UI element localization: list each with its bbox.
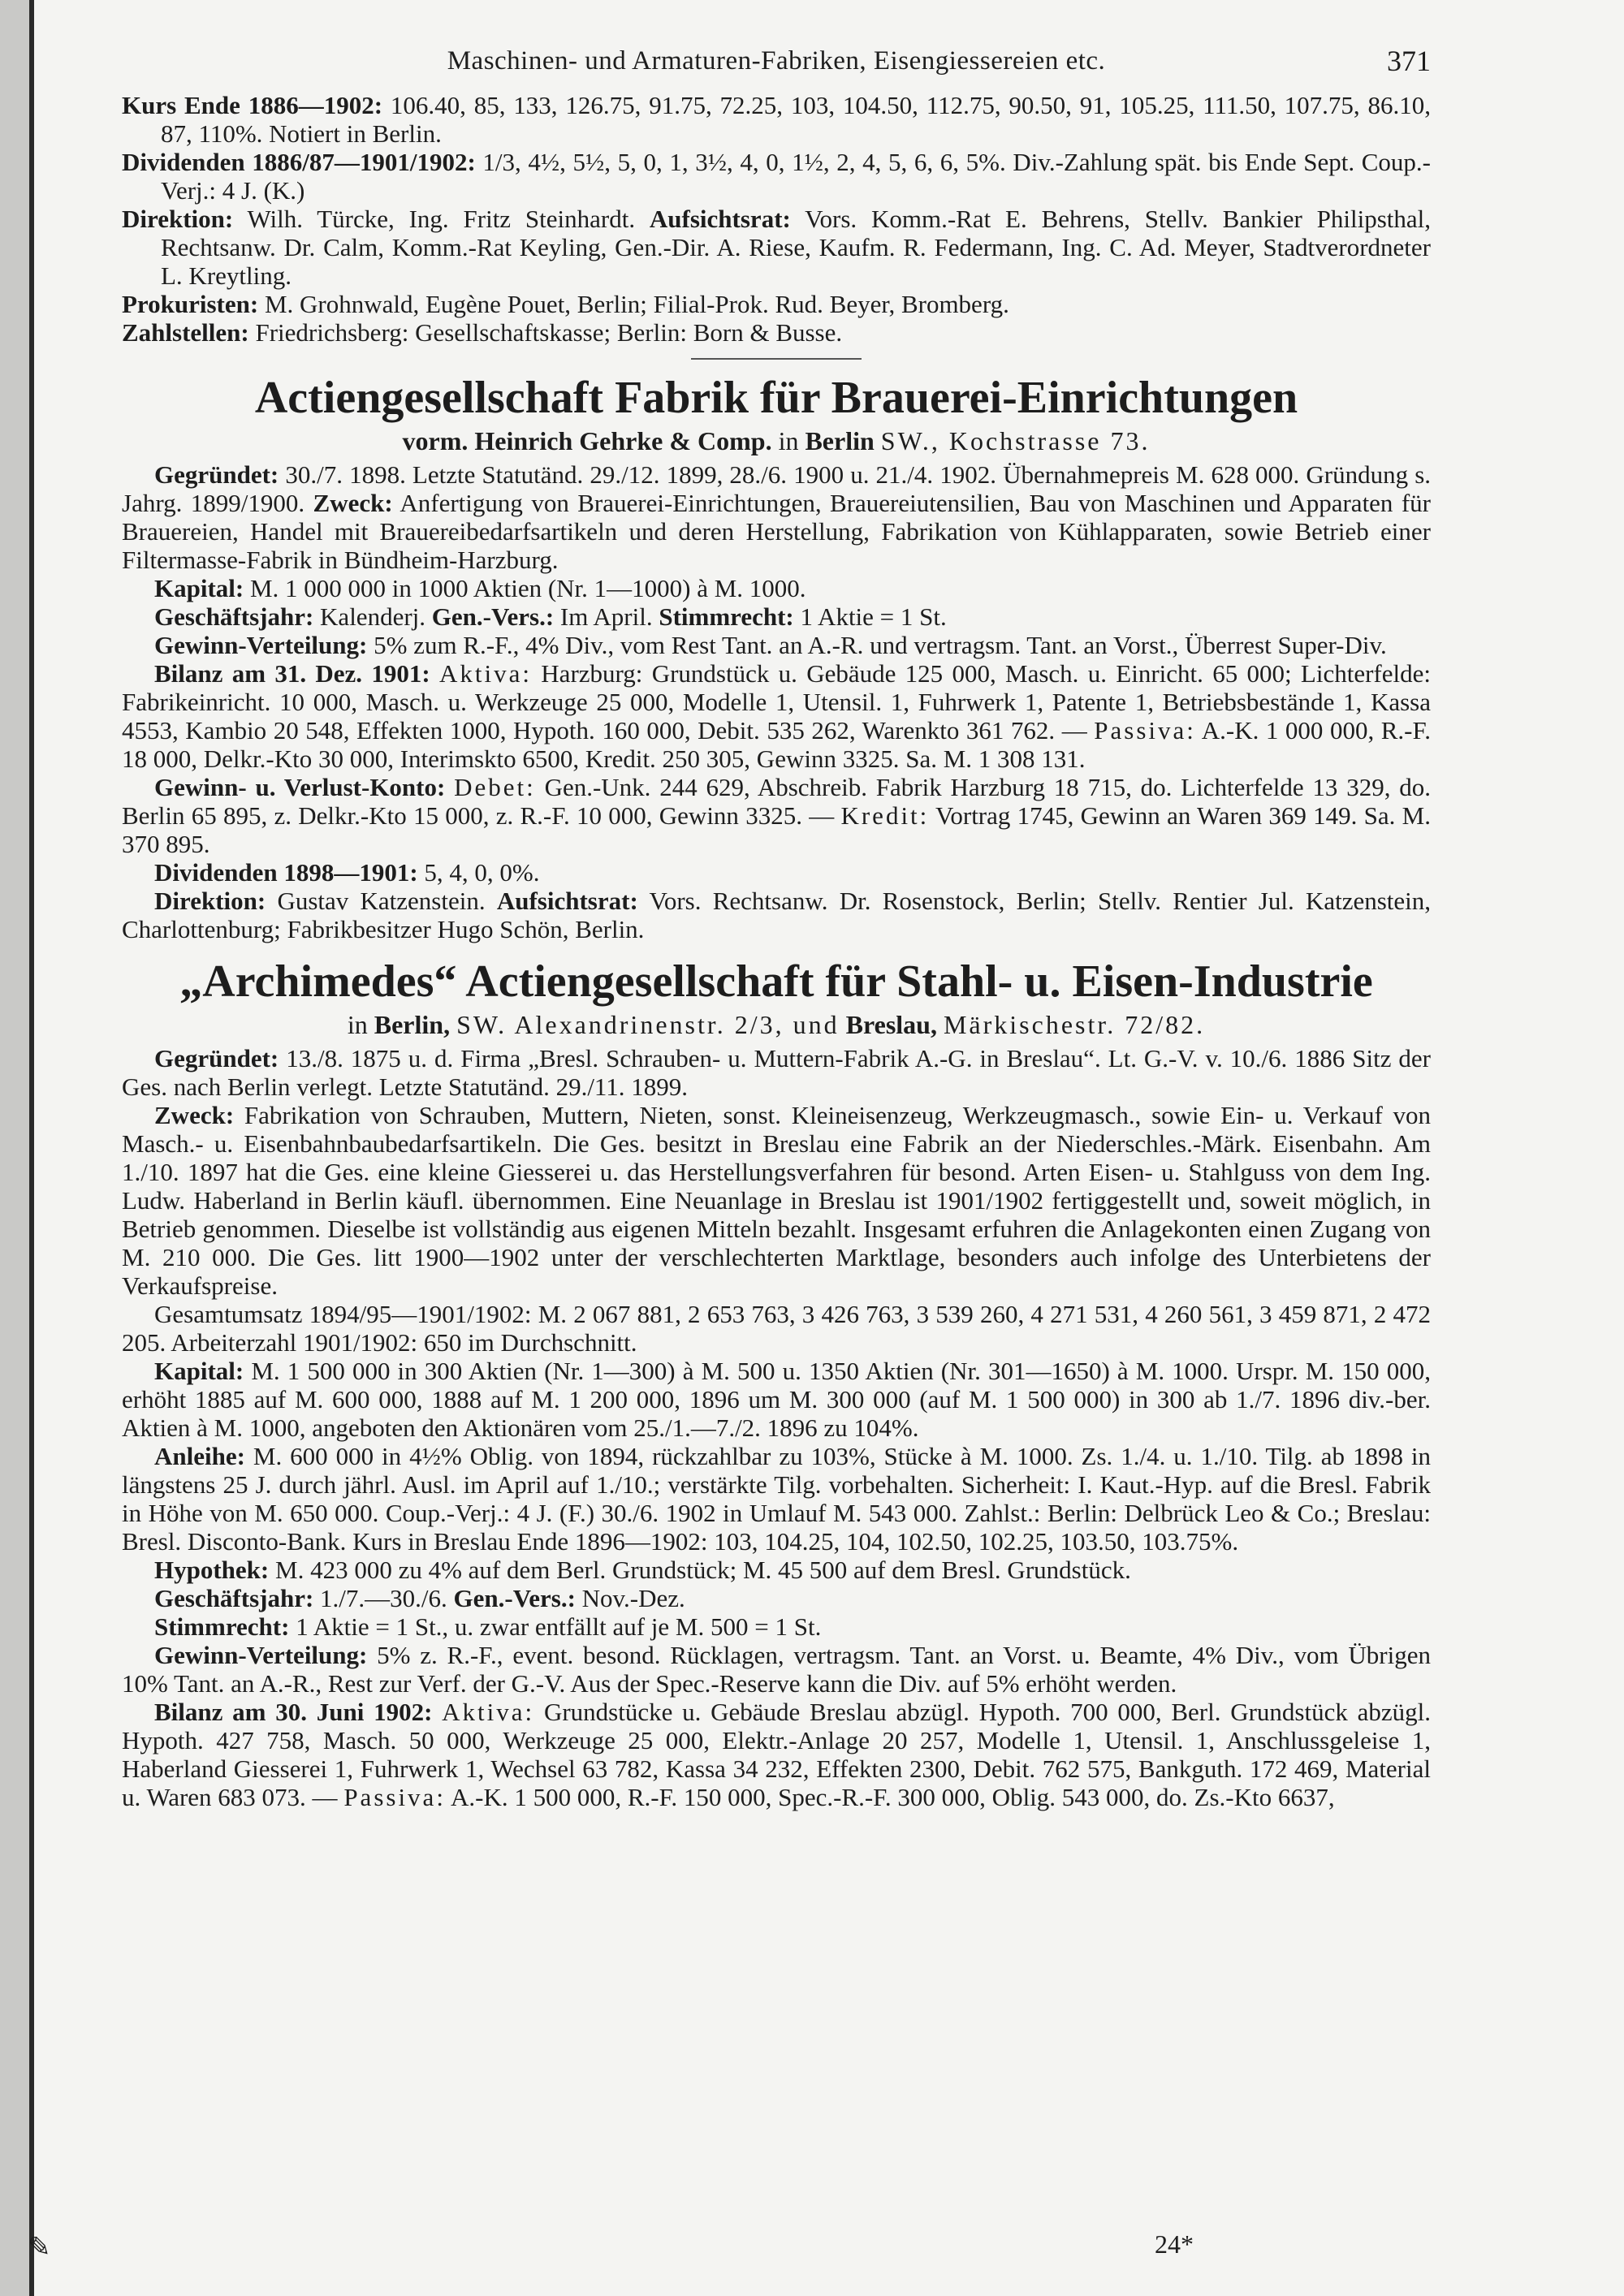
kurs-label: Kurs Ende 1886—1902:: [122, 91, 383, 119]
zweck-label: Zweck:: [154, 1101, 235, 1129]
document-page: [122, 42, 1431, 1811]
genvers-text: Nov.-Dez.: [581, 1584, 685, 1612]
hypothek-entry: [122, 1556, 1431, 1584]
passiva-label: Passiva:: [1094, 716, 1196, 744]
section-divider: [691, 358, 862, 360]
scan-page-edge: [0, 0, 29, 2296]
subtitle-in: in: [778, 426, 799, 455]
company-city-berlin: Berlin,: [374, 1010, 451, 1039]
geschaeftsjahr-label: Geschäftsjahr:: [154, 1584, 314, 1612]
section-continuation: [122, 91, 1431, 347]
stimmrecht-text: 1 Aktie = 1 St., u. zwar entfällt auf je M. 500 = 1 St.: [296, 1612, 822, 1641]
aktiva-label: Aktiva:: [438, 659, 532, 688]
dividenden-text: 1/3, 4½, 5½, 5, 0, 1, 3½, 4, 0, 1½, 2, 4, 5, 6, 6, 5%. Div.-Zahlung spät. bis Ende Sept. Coup.-Verj.: 4 J. (K.): [161, 148, 1431, 205]
bilanz-label: Bilanz am 31. Dez. 1901:: [154, 659, 430, 688]
hypothek-label: Hypothek:: [154, 1556, 270, 1584]
gewinnverteilung-entry: [122, 1641, 1431, 1698]
gegruendet-label: Gegründet:: [154, 1044, 279, 1072]
passiva-text: A.-K. 1 500 000, R.-F. 150 000, Spec.-R.-F. 300 000, Oblig. 543 000, do. Zs.-Kto 6637,: [450, 1783, 1335, 1811]
company-city: Berlin: [805, 426, 875, 455]
kapital-text: M. 1 000 000 in 1000 Aktien (Nr. 1—1000) à M. 1000.: [249, 574, 806, 602]
kapital-entry: [122, 574, 1431, 602]
running-head: [122, 42, 1431, 91]
kapital-entry: [122, 1357, 1431, 1442]
gegruendet-entry: [122, 460, 1431, 574]
bilanz-entry: [122, 1698, 1431, 1811]
direktion-text: Wilh. Türcke, Ing. Fritz Steinhardt.: [247, 205, 636, 233]
genvers-label: Gen.-Vers.:: [431, 602, 555, 631]
stimmrecht-entry: [122, 1612, 1431, 1641]
former-firm: vorm. Heinrich Gehrke & Comp.: [402, 426, 772, 455]
pencil-mark-icon: ✎: [28, 2233, 51, 2263]
aufsichtsrat-text: Vors. Komm.-Rat E. Behrens, Stellv. Bankier Philipsthal, Rechtsanw. Dr. Calm, Komm.-Rat Keyling, Gen.-Dir. A. Riese, Kaufm. R. Federmann, Ing. C. Ad. Meyer, Stadtverordneter L. Kreytling.: [161, 205, 1431, 290]
passiva-text: A.-K. 1 000 000, R.-F. 18 000, Delkr.-Kto 30 000, Interimskto 6500, Kredit. 250 305, Gewinn 3325. Sa. M. 1 308 131.: [122, 716, 1432, 773]
zweck-text: Fabrikation von Schrauben, Muttern, Nieten, sonst. Kleineisenzeug, Werkzeugmasch., sowie Ein- u. Verkauf von Masch.- u. Eisenbahnbaubedarfsartikeln. Die Ges. besitzt in Breslau eine Fabrik an der Niederschles.-Märk. Eisenbahn. Am 1./10. 1897 hat die Ges. eine kleine Giesserei u. das Herstellungsverfahren für besond. Arten Eisen- u. Stahlguss von dem Ing. Ludw. Haberland in Berlin käufl. übernommen. Eine Neuanlage in Breslau ist 1901/1902 fertiggestellt und, soweit möglich, in Betrieb genommen. Dieselbe ist vollständig aus eigenen Mitteln bezahlt. Insgesamt erfuhren die Anlagekonten einen Zugang von M. 210 000. Die Ges. litt 1900—1902 unter der verschlechterten Marktlage, besonders auch infolge des Unterbietens der Verkaufspreise.: [122, 1101, 1432, 1300]
gewinnverteilung-entry: [122, 631, 1431, 659]
anleihe-label: Anleihe:: [154, 1442, 245, 1470]
kapital-label: Kapital:: [154, 1357, 244, 1385]
kredit-label: Kredit:: [840, 801, 930, 830]
zweck-label: Zweck:: [313, 489, 393, 517]
company-address-breslau: Märkischestr. 72/82.: [943, 1010, 1206, 1039]
direktion-text: Gustav Katzenstein.: [277, 887, 486, 915]
aufsichtsrat-text: Vors. Rechtsanw. Dr. Rosenstock, Berlin; Stellv. Rentier Jul. Katzenstein, Charlottenburg; Fabrikbesitzer Hugo Schön, Berlin.: [122, 887, 1432, 943]
zweck-entry: [122, 1101, 1431, 1300]
kurs-entry: [122, 91, 1431, 148]
kurs-text: 106.40, 85, 133, 126.75, 91.75, 72.25, 103, 104.50, 112.75, 90.50, 91, 105.25, 111.50, 107.75, 86.10, 87, 110%. Notiert in Berlin.: [161, 91, 1431, 148]
gewinnverteilung-label: Gewinn-Verteilung:: [154, 631, 368, 659]
gegruendet-label: Gegründet:: [154, 460, 279, 489]
company-subtitle: [122, 425, 1431, 457]
zahlstellen-text: Friedrichsberg: Gesellschaftskasse; Berlin: Born & Busse.: [255, 318, 843, 347]
zweck-text: Anfertigung von Brauerei-Einrichtungen, Brauereiutensilien, Bau von Maschinen und Apparaten für Brauereien, Handel mit Brauereibedarfsartikeln und deren Herstellung, Fabrikation von Kühlapparaten, sowie Betrieb einer Filtermasse-Fabrik in Bündheim-Harzburg.: [122, 489, 1431, 574]
gewinnverteilung-text: 5% z. R.-F., event. besond. Rücklagen, vertragsm. Tant. an Vorst. u. Beamte, 4% Div., vom Übrigen 10% Tant. an A.-R., Rest zur Verf. der G.-V. Aus der Spec.-Reserve kann die Div. auf 5% erhöht werden.: [122, 1641, 1431, 1698]
aktiva-text: Grundstücke u. Gebäude Breslau abzügl. Hypoth. 700 000, Berl. Grundstück abzügl. Hypoth. 427 758, Masch. 50 000, Werkzeuge 25 000, Elektr.-Anlage 20 257, Modelle 1, Utensil. 1, Anschlussgeleise 1, Haberland Giesserei 1, Fuhrwerk 1, Wechsel 63 782, Kassa 34 232, Effekten 2300, Debit. 762 575, Bankguth. 172 469, Material u. Waren 683 073. —: [122, 1698, 1432, 1811]
dividenden-entry: [122, 148, 1431, 205]
binding-shadow: [29, 0, 34, 2296]
prokuristen-label: Prokuristen:: [122, 290, 259, 318]
direktion-entry: [122, 205, 1431, 290]
kredit-text: Vortrag 1745, Gewinn an Waren 369 149. Sa. M. 370 895.: [122, 801, 1431, 858]
dividenden-text: 5, 4, 0, 0%.: [424, 858, 540, 887]
dividenden-label: Dividenden 1898—1901:: [154, 858, 418, 887]
genvers-text: Im April.: [559, 602, 653, 631]
prokuristen-entry: [122, 290, 1431, 318]
printer-signature: 24*: [1155, 2229, 1194, 2259]
bilanz-label: Bilanz am 30. Juni 1902:: [154, 1698, 433, 1726]
hypothek-text: M. 423 000 zu 4% auf dem Berl. Grundstück; M. 45 500 auf dem Bresl. Grundstück.: [275, 1556, 1131, 1584]
aktiva-label: Aktiva:: [442, 1698, 535, 1726]
section-brauerei: [122, 371, 1431, 943]
bilanz-entry: [122, 659, 1431, 773]
gegruendet-text: 13./8. 1875 u. d. Firma „Bresl. Schrauben- u. Muttern-Fabrik A.-G. in Breslau“. Lt. G.-V. v. 10./6. 1886 Sitz der Ges. nach Berlin verlegt. Letzte Statutänd. 29./11. 1899.: [122, 1044, 1431, 1101]
zahlstellen-label: Zahlstellen:: [122, 318, 249, 347]
company-address-berlin: SW. Alexandrinenstr. 2/3, und: [456, 1010, 840, 1039]
direktion-label: Direktion:: [122, 205, 234, 233]
gegruendet-entry: [122, 1044, 1431, 1101]
gewinnverteilung-text: 5% zum R.-F., 4% Div., vom Rest Tant. an A.-R. und vertragsm. Tant. an Vorst., Überrest Super-Div.: [374, 631, 1387, 659]
guv-label: Gewinn- u. Verlust-Konto:: [154, 773, 446, 801]
debet-label: Debet:: [454, 773, 536, 801]
company-title: „Archimedes“ Actiengesellschaft für Stahl- u. Eisen-Industrie: [179, 956, 1373, 1007]
aufsichtsrat-label: Aufsichtsrat:: [496, 887, 638, 915]
guv-entry: [122, 773, 1431, 858]
prokuristen-text: M. Grohnwald, Eugène Pouet, Berlin; Filial-Prok. Rud. Beyer, Bromberg.: [264, 290, 1009, 318]
geschaeftsjahr-entry: [122, 602, 1431, 631]
anleihe-entry: [122, 1442, 1431, 1556]
company-address: SW., Kochstrasse 73.: [880, 426, 1151, 455]
kapital-text: M. 1 500 000 in 300 Aktien (Nr. 1—300) à M. 500 u. 1350 Aktien (Nr. 301—1650) à M. 1000. Urspr. M. 150 000, erhöht 1885 auf M. 600 000, 1888 auf M. 1 200 000, 1896 um M. 300 000 (auf M. 1 500 000) in 300 ab 1./7. 1896 div.-ber. Aktien à M. 1000, angeboten den Aktionären vom 25./1.—7./2. 1896 zu 104%.: [122, 1357, 1432, 1442]
gewinnverteilung-label: Gewinn-Verteilung:: [154, 1641, 368, 1669]
anleihe-text: M. 600 000 in 4½% Oblig. von 1894, rückzahlbar zu 103%, Stücke à M. 1000. Zs. 1./4. u. 1./10. Tilg. ab 1898 in längstens 25 J. durch jährl. Ausl. im April auf 1./10.; verstärkte Tilg. vorbehalten. Sicherheit: I. Kaut.-Hyp. auf die Bresl. Fabrik in Höhe von M. 650 000. Coup.-Verj.: 4 J. (F.) 30./6. 1902 in Umlauf M. 543 000. Zahlst.: Berlin: Delbrück Leo & Co.; Breslau: Bresl. Disconto-Bank. Kurs in Breslau Ende 1896—1902: 103, 104.25, 104, 102.50, 102.25, 103.50, 103.75%.: [122, 1442, 1432, 1556]
direktion-label: Direktion:: [154, 887, 266, 915]
debet-text: Gen.-Unk. 244 629, Abschreib. Fabrik Harzburg 18 715, do. Lichterfelde 13 329, do. Berlin 65 895, z. Delkr.-Kto 15 000, z. R.-F. 10 000, Gewinn 3325. —: [122, 773, 1432, 830]
aufsichtsrat-label: Aufsichtsrat:: [649, 205, 791, 233]
page-number: 371: [1387, 45, 1431, 77]
section-archimedes: [122, 955, 1431, 1811]
gegruendet-text: 30./7. 1898. Letzte Statutänd. 29./12. 1899, 28./6. 1900 u. 21./4. 1902. Übernahmepreis M. 628 000. Gründung s. Jahrg. 1899/1900.: [122, 460, 1432, 517]
company-subtitle: [122, 1008, 1431, 1041]
geschaeftsjahr-text: Kalenderj.: [320, 602, 426, 631]
direktion-entry: [122, 887, 1431, 943]
stimmrecht-label: Stimmrecht:: [659, 602, 794, 631]
geschaeftsjahr-entry: [122, 1584, 1431, 1612]
stimmrecht-text: 1 Aktie = 1 St.: [800, 602, 947, 631]
running-head-title: Maschinen- und Armaturen-Fabriken, Eisengiessereien etc.: [447, 46, 1106, 76]
subtitle-in: in: [347, 1010, 368, 1039]
kapital-label: Kapital:: [154, 574, 244, 602]
zahlstellen-entry: [122, 318, 1431, 347]
dividenden-entry: [122, 858, 1431, 887]
company-city-breslau: Breslau,: [845, 1010, 937, 1039]
geschaeftsjahr-text: 1./7.—30./6.: [320, 1584, 447, 1612]
umsatz-entry: Gesamtumsatz 1894/95—1901/1902: M. 2 067 881, 2 653 763, 3 426 763, 3 539 260, 4 271 531, 4 260 561, 3 459 871, 2 472 205. Arbeiterzahl 1901/1902: 650 im Durchschnitt.: [122, 1300, 1431, 1357]
passiva-label: Passiva:: [343, 1783, 446, 1811]
stimmrecht-label: Stimmrecht:: [154, 1612, 290, 1641]
geschaeftsjahr-label: Geschäftsjahr:: [154, 602, 314, 631]
genvers-label: Gen.-Vers.:: [453, 1584, 576, 1612]
aktiva-text: Harzburg: Grundstück u. Gebäude 125 000, Masch. u. Einricht. 65 000; Lichterfelde: Fabrikeinricht. 10 000, Masch. u. Werkzeuge 25 000, Modelle 1, Utensil. 1, Fuhrwerk 1, Patente 1, Betriebsbestände 1, Kassa 4553, Kambio 20 548, Effekten 1000, Hypoth. 160 000, Debit. 535 262, Warenkto 361 762. —: [122, 659, 1431, 744]
company-title: Actiengesellschaft Fabrik für Brauerei-Einrichtungen: [254, 373, 1298, 423]
dividenden-label: Dividenden 1886/87—1901/1902:: [122, 148, 476, 176]
